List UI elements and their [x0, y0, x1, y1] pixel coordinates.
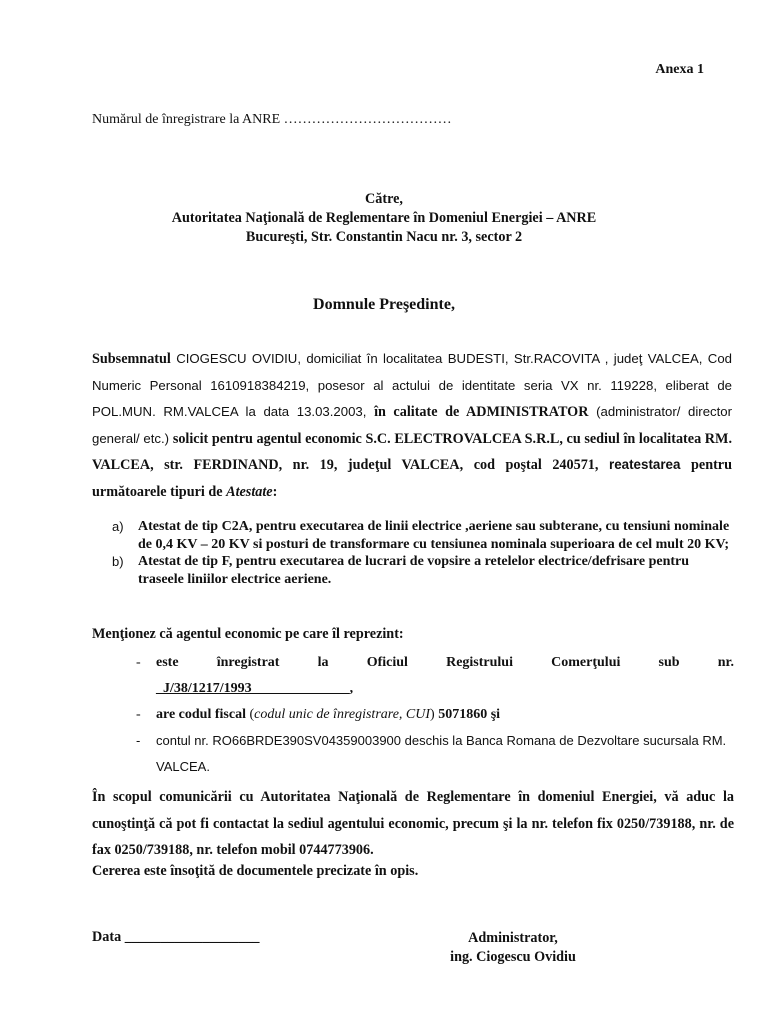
registration-line: [92, 112, 452, 128]
word: la: [317, 655, 329, 670]
bank-account: contul nr. RO66BRDE390SV04359003900 deschis la Banca Romana de Dezvoltare sucursala RM. VALCEA.: [156, 733, 727, 774]
word: înregistrat: [216, 655, 280, 670]
colon: :: [272, 483, 278, 500]
word: nr.: [717, 655, 734, 670]
applicant-details: CIOGESCU OVIDIU, domiciliat în localitatea BUDESTI, Str.RACOVITA , judeţ VALCEA, Cod Numeric Personal 1610918384219, posesor al actului de identitate seria VX nr. 119228, eliberat de POL.MUN. RM.VALCEA la data 13.03.2003,: [92, 351, 732, 419]
date-line: ___________________: [124, 929, 260, 945]
word: Comerţului: [551, 655, 621, 670]
fiscal-note: codul unic de înregistrare, CUI: [254, 707, 431, 722]
addressee-to: Către,: [365, 191, 403, 207]
word: sub: [658, 655, 680, 670]
list-marker: a): [112, 519, 124, 534]
attestation-text: Atestat de tip C2A, pentru executarea de linii electrice ,aeriene sau subterane, cu tensiuni nominale de 0,4 KV – 20 KV si posturi de transformare cu tensiunea nominala superioara de cel mult 20 KV;: [138, 519, 730, 552]
list-item: [112, 553, 737, 588]
applicant-role: în calitate de ADMINISTRATOR: [374, 404, 589, 420]
paren-close: ): [430, 707, 439, 722]
list-item: [112, 518, 737, 553]
fiscal-code: 5071860 şi: [438, 707, 501, 722]
dash: -: [136, 733, 141, 748]
mention-line: Menţionez că agentul economic pe care îl reprezint:: [92, 626, 404, 642]
registration-label: Numărul de înregistrare la ANRE: [92, 112, 281, 127]
fiscal-label: are codul fiscal: [156, 707, 246, 722]
list-item: [136, 702, 734, 728]
date-field: [92, 929, 260, 946]
company-details: solicit pentru agentul economic S.C. ELECTROVALCEA S.R.L, cu sediul în localitatea RM. VALCEA, str. FERDINAND, nr. 19, judeţul VALCEA, cod poştal 240571,: [92, 430, 732, 473]
registry-number: _J/38/1217/1993______________: [156, 681, 350, 696]
attestations-word: Atestate: [226, 483, 273, 500]
registry-words: [156, 650, 734, 676]
role-examples: (administrator/ director general/ etc.): [92, 404, 733, 446]
paren-open: (: [245, 707, 255, 722]
contact-paragraph: În scopul comunicării cu Autoritatea Naţională de Reglementare în domeniul Energiei, vă aduc la cunoştinţă că pot fi contactat la sediul agentului economic, precum şi la nr. telefon fix 0250/739188, nr. de fax 0250/739188, nr. telefon mobil 0744773906.: [92, 789, 734, 858]
date-label: Data: [92, 929, 122, 945]
dash: -: [136, 707, 141, 722]
registry-number-line: [156, 676, 734, 702]
list-item: [136, 650, 734, 702]
dash: -: [136, 655, 141, 670]
list-item: [136, 728, 734, 780]
greeting: Domnule Preşedinte,: [313, 296, 455, 313]
word: Registrului: [446, 655, 513, 670]
addressee-block: [0, 190, 768, 247]
addressee-authority: Autoritatea Naţională de Reglementare în Domeniul Energiei – ANRE: [171, 210, 597, 226]
request-type: reatestarea: [608, 457, 681, 472]
request-paragraph: [92, 346, 732, 505]
registry-comma: ,: [349, 681, 354, 696]
signature-block: [420, 929, 606, 967]
addressee-address: Bucureşti, Str. Constantin Nacu nr. 3, sector 2: [245, 229, 523, 245]
list-marker: b): [112, 554, 124, 569]
signature-role: Administrator,: [468, 930, 558, 946]
attachments-note: Cererea este însoţită de documentele precizate în opis.: [92, 863, 419, 879]
registration-dots: ………………………………: [283, 112, 452, 127]
company-details-list: [136, 650, 734, 780]
attestation-text: Atestat de tip F, pentru executarea de lucrari de vopsire a retelelor electrice/defrisare pentru traseele liniilor electrice aeriene.: [138, 554, 690, 587]
word: este: [156, 655, 179, 670]
request-text: pentru următoarele tipuri de: [92, 457, 732, 500]
subsemnatul: Subsemnatul: [92, 351, 171, 367]
attestation-list: [112, 518, 737, 588]
word: Oficiul: [366, 655, 408, 670]
signature-name: ing. Ciogescu Ovidiu: [450, 949, 576, 965]
annex-label: Anexa 1: [655, 62, 704, 77]
